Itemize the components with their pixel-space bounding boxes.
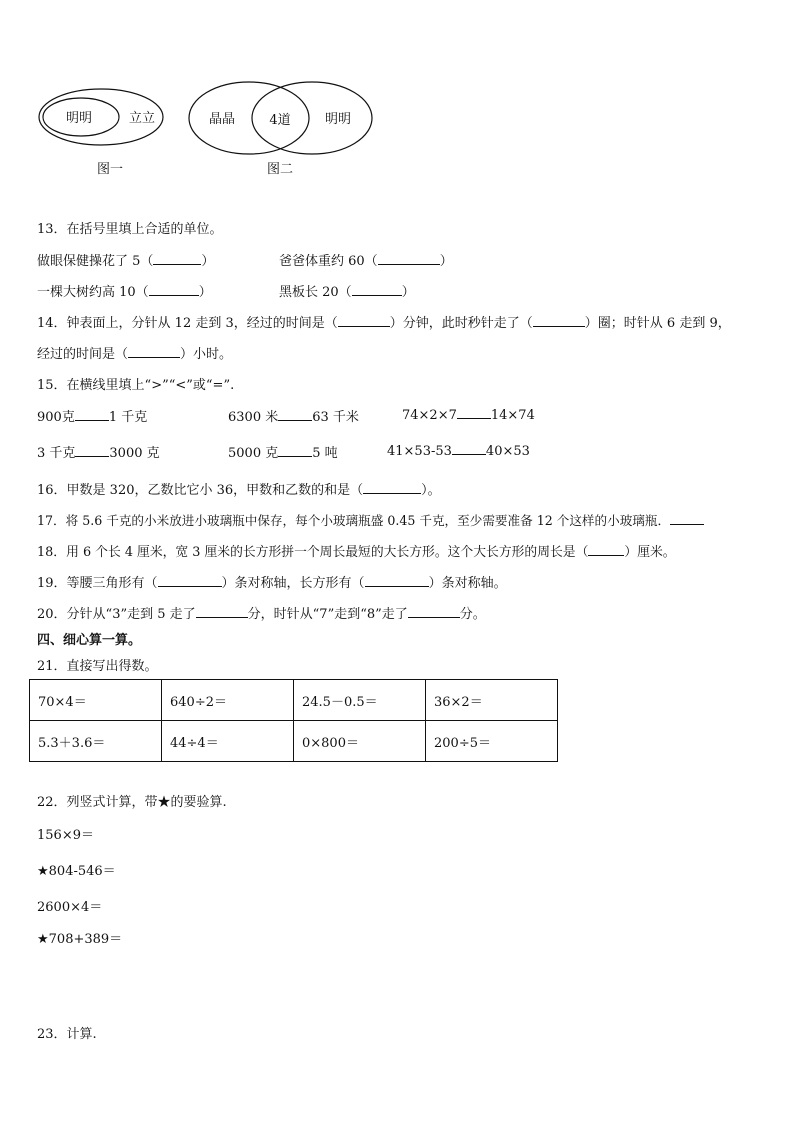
q14-line-1 — [37, 312, 731, 331]
q14-blank-2[interactable] — [533, 314, 585, 327]
q20-text-a: 20．分针从“3”走到 5 走了 — [37, 607, 196, 622]
q15-r2-c2 — [228, 442, 338, 461]
q20 — [37, 603, 486, 622]
q15-r1-c1-blank[interactable] — [75, 408, 109, 421]
q21-cell[interactable]: 640÷2＝ — [162, 680, 294, 721]
q15-r1-c1 — [37, 406, 147, 425]
q14-text-c: ）圈；时针从 6 走到 9， — [584, 316, 731, 331]
q15-r2-c2-blank[interactable] — [278, 444, 312, 457]
q16-text-b: ）。 — [421, 483, 441, 498]
q19-text-c: ）条对称轴。 — [428, 576, 507, 591]
q21-table — [29, 679, 558, 762]
q13-item-3-text: 一棵大树约高 10（ — [37, 285, 149, 300]
q21-cell[interactable]: 5.3＋3.6＝ — [30, 721, 162, 762]
q15-r2-c2-right: 5 吨 — [312, 446, 338, 461]
fig1-caption: 图一 — [96, 162, 124, 177]
q22-item-1: 156×9＝ — [37, 828, 94, 843]
q14-text-a: 14．钟表面上，分针从 12 走到 3，经过的时间是（ — [37, 316, 338, 331]
q13-title: 13．在括号里填上合适的单位。 — [37, 222, 223, 237]
q18 — [37, 541, 676, 560]
fig2-middle-label: 4道 — [269, 113, 291, 128]
q19-text-b: ）条对称轴，长方形有（ — [221, 576, 365, 591]
q22-item-2: ★804-546＝ — [37, 864, 116, 879]
q21-title: 21．直接写出得数。 — [37, 659, 158, 674]
q13-item-4-close: ） — [401, 285, 415, 300]
q19 — [37, 572, 507, 591]
q15-r1-c2-blank[interactable] — [278, 408, 312, 421]
q20-blank-1[interactable] — [196, 605, 248, 618]
q15-r1-c1-left: 900克 — [37, 410, 75, 425]
q15-r2-c2-left: 5000 克 — [228, 446, 279, 461]
q13-item-1-close: ） — [201, 254, 215, 269]
venn-figures — [30, 75, 390, 185]
q14-text-d: 经过的时间是（ — [37, 347, 129, 362]
q15-r1-c2-right: 63 千米 — [312, 410, 359, 425]
venn-figure-2 — [189, 82, 372, 177]
venn-figure-1 — [39, 89, 163, 177]
table-row — [30, 680, 558, 721]
q15-r2-c3-blank[interactable] — [452, 442, 486, 455]
q15-r1-c3 — [402, 406, 535, 423]
q13-item-4-text: 黑板长 20（ — [279, 285, 352, 300]
fig2-left-label: 晶晶 — [208, 112, 236, 127]
q13-item-2-text: 爸爸体重约 60（ — [279, 254, 378, 269]
section-4-title: 四、细心算一算。 — [37, 633, 142, 648]
q14-text-e: ）小时。 — [180, 347, 233, 362]
q13-item-2-blank[interactable] — [378, 252, 440, 265]
q15-r2-c1-blank[interactable] — [75, 444, 109, 457]
q15-r1-c3-left: 74×2×7 — [402, 408, 457, 423]
q19-blank-1[interactable] — [158, 574, 222, 587]
q18-blank[interactable] — [588, 543, 624, 556]
q13-item-4-blank[interactable] — [352, 283, 402, 296]
q16 — [37, 479, 441, 498]
q21-cell[interactable]: 24.5－0.5＝ — [294, 680, 426, 721]
q20-text-b: 分，时针从“7”走到“8”走了 — [247, 607, 408, 622]
q21-cell[interactable]: 200÷5＝ — [426, 721, 558, 762]
q16-blank[interactable] — [363, 481, 421, 494]
q15-r2-c3-right: 40×53 — [485, 444, 530, 459]
q14-line-2 — [37, 343, 232, 362]
q19-text-a: 19．等腰三角形有（ — [37, 576, 158, 591]
q13-item-3-blank[interactable] — [149, 283, 199, 296]
q15-r1-c3-blank[interactable] — [457, 406, 491, 419]
q17 — [37, 510, 704, 529]
q13-item-2-close: ） — [439, 254, 453, 269]
q15-r2-c1-left: 3 千克 — [37, 446, 76, 461]
q13-item-4 — [279, 281, 415, 300]
q22-title: 22．列竖式计算，带★的要验算. — [37, 795, 227, 810]
q13-item-3-close: ） — [198, 285, 212, 300]
q15-r2-c3 — [387, 442, 530, 459]
fig1-inner-label: 明明 — [65, 111, 93, 126]
q13-item-3 — [37, 281, 212, 300]
q15-title: 15．在横线里填上“>”“<”或“=”. — [37, 378, 235, 393]
q15-r1-c2-left: 6300 米 — [228, 410, 279, 425]
q16-text-a: 16．甲数是 320，乙数比它小 36，甲数和乙数的和是（ — [37, 483, 364, 498]
q14-blank-3[interactable] — [128, 345, 180, 358]
q21-cell[interactable]: 70×4＝ — [30, 680, 162, 721]
q17-text: 17．将 5.6 千克的小米放进小玻璃瓶中保存，每个小玻璃瓶盛 0.45 千克，至少需要准备 12 个这样的小玻璃瓶． — [37, 513, 671, 528]
q19-blank-2[interactable] — [365, 574, 429, 587]
fig2-right-label: 明明 — [324, 112, 352, 127]
q14-text-b: ）分钟，此时秒针走了（ — [389, 316, 533, 331]
q17-blank[interactable] — [670, 512, 704, 525]
q14-blank-1[interactable] — [338, 314, 390, 327]
q21-cell[interactable]: 44÷4＝ — [162, 721, 294, 762]
q20-blank-2[interactable] — [408, 605, 460, 618]
q15-r1-c3-right: 14×74 — [490, 408, 535, 423]
q21-cell[interactable]: 36×2＝ — [426, 680, 558, 721]
q13-item-1-text: 做眼保健操花了 5（ — [37, 254, 154, 269]
q22-item-4: ★708+389＝ — [37, 932, 123, 947]
fig1-outer-label: 立立 — [128, 111, 156, 126]
q15-r2-c1-right: 3000 克 — [109, 446, 160, 461]
q13-item-1 — [37, 250, 214, 269]
q13-item-1-blank[interactable] — [153, 252, 201, 265]
fig2-caption: 图二 — [266, 162, 294, 177]
q22-item-3: 2600×4＝ — [37, 900, 103, 915]
q15-r1-c1-right: 1 千克 — [108, 410, 148, 425]
q13-item-2 — [279, 250, 453, 269]
q21-cell[interactable]: 0×800＝ — [294, 721, 426, 762]
q15-r1-c2 — [228, 406, 359, 425]
q15-r2-c3-left: 41×53-53 — [387, 444, 452, 459]
q18-text-b: ）厘米。 — [624, 545, 676, 560]
q18-text-a: 18．用 6 个长 4 厘米，宽 3 厘米的长方形拼一个周长最短的大长方形。这个大长方形的周长是（ — [37, 545, 589, 560]
q20-text-c: 分。 — [459, 607, 486, 622]
table-row — [30, 721, 558, 762]
q23-title: 23．计算. — [37, 1027, 97, 1042]
q15-r2-c1 — [37, 442, 160, 461]
